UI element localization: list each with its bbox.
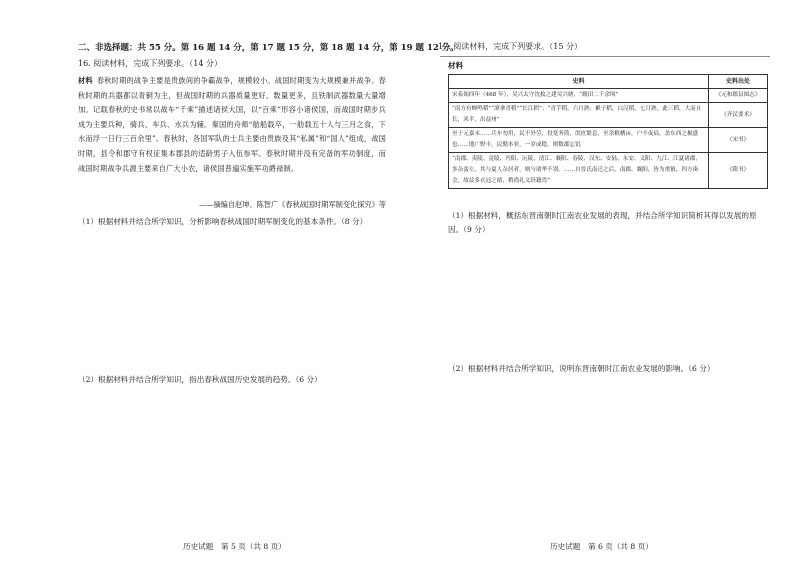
- table-row: [449, 128, 768, 153]
- q16-material-text: 春秋时期的战争主要是贵族间的争霸战争，规模较小。战国时期变为大规模兼并战争。春秋时期的兵器都以青铜为主，但战国时期的兵器质量更好、数量更多，且铁制武器数量大量增加。记载春秋的史书常以战车“千乘”描述诸侯大国，以“百乘”形容小诸侯国，而战国时期步兵成为主要兵种，骑兵、车兵、水兵为辅。秦国的舟师“舫船载卒，一舫载五十人与三月之食，下水而浮一日行三百余里”。春秋时，各国军队的士兵主要由贵族及其“私属”和“国人”组成，战国时期，县令和郡守有权征集本郡县的适龄男子入伍参军。春秋时期并没有完备的军功制度，而战国时期战争兵源主要来自广大小农，诸侯国普遍实施军功爵禄制。: [78, 76, 386, 173]
- q17-sub1: （1）根据材料，概括东晋南朝时江南农业发展的表现，并结合所学知识简析其得以发展的原因。（9 分）: [448, 211, 757, 234]
- q16-source: ——摘编自赵坤、陈智广《春秋战国时期军制变化探究》等: [199, 200, 386, 209]
- right-page: [400, 0, 800, 579]
- table-cell-source: 《齐民要术》: [709, 103, 768, 128]
- table-row: [449, 153, 768, 189]
- table-header-row: [449, 75, 768, 89]
- table-cell-text: “南郡、夷陵、竟陵、沔阳、沅陵、清江、襄阳、春陵、汉东、安陆、永安、义阳、九江、江夏诸郡，多杂蛮左，其与夏人杂居者，则与诸华不别。……自晋氏南迁之后，南郡、襄阳，皆为重镇，四方凑会，故益多衣冠之绪，稍尚礼义经籍焉”: [449, 153, 709, 189]
- table-header-cell: 史料出处: [709, 75, 768, 89]
- q16-heading: 16. 阅读材料，完成下列要求。（14 分）: [78, 59, 222, 68]
- right-footer: 历史试题 第 6 页（共 8 页）: [550, 542, 653, 551]
- table-cell-source: 《隋书》: [709, 153, 768, 189]
- table-cell-text: 宋泰始四年（468 年），吴兴太守沈攸之建吴兴塘，“溉田二千余顷”: [449, 89, 709, 103]
- source-table: [448, 74, 768, 189]
- table-cell-source: 《元和郡县图志》: [709, 89, 768, 103]
- q17-heading: 17. 阅读材料，完成下列要求。（15 分）: [438, 42, 582, 51]
- table-header-cell: 史料: [449, 75, 709, 89]
- q17-material-label: 材料: [448, 61, 464, 70]
- left-footer: 历史试题 第 5 页（共 8 页）: [183, 542, 286, 551]
- q16-material: [78, 74, 386, 176]
- table-row: [449, 103, 768, 128]
- q16-material-label: 材料: [78, 76, 93, 85]
- q16-sub1: （1）根据材料并结合所学知识，分析影响春秋战国时期军制变化的基本条件。（8 分）: [78, 217, 368, 226]
- table-row: [449, 89, 768, 103]
- table-cell-source: 《宋书》: [709, 128, 768, 153]
- table-cell-text: “南方有蝉鸣稻”“潦拿青稻”“长江稻”；“青芋稻，六月熟；累子稻，白汉稻，七月熟。此三稻，大而且长，米半，出益州”: [449, 103, 709, 128]
- table-cell-text: 至于元嘉末……兵车勿用，民不外劳，役宽务简，氓庶繁息，至余粮栖亩，户不夜扃，盖东西之极盛也……地广野丰，民勤本业，一岁或稔，则数郡忘饥: [449, 128, 709, 153]
- q16-sub2: （2）根据材料并结合所学知识，指出春秋战国历史发展的趋势。（6 分）: [78, 375, 322, 384]
- q17-sub2: （2）根据材料并结合所学知识，说明东晋南朝时江南农业发展的影响。（6 分）: [448, 364, 715, 373]
- divider: [440, 56, 770, 57]
- section-title: 二、非选择题：共 55 分。第 16 题 14 分，第 17 题 15 分，第 18 题 14 分，第 19 题 12 分。: [78, 43, 459, 53]
